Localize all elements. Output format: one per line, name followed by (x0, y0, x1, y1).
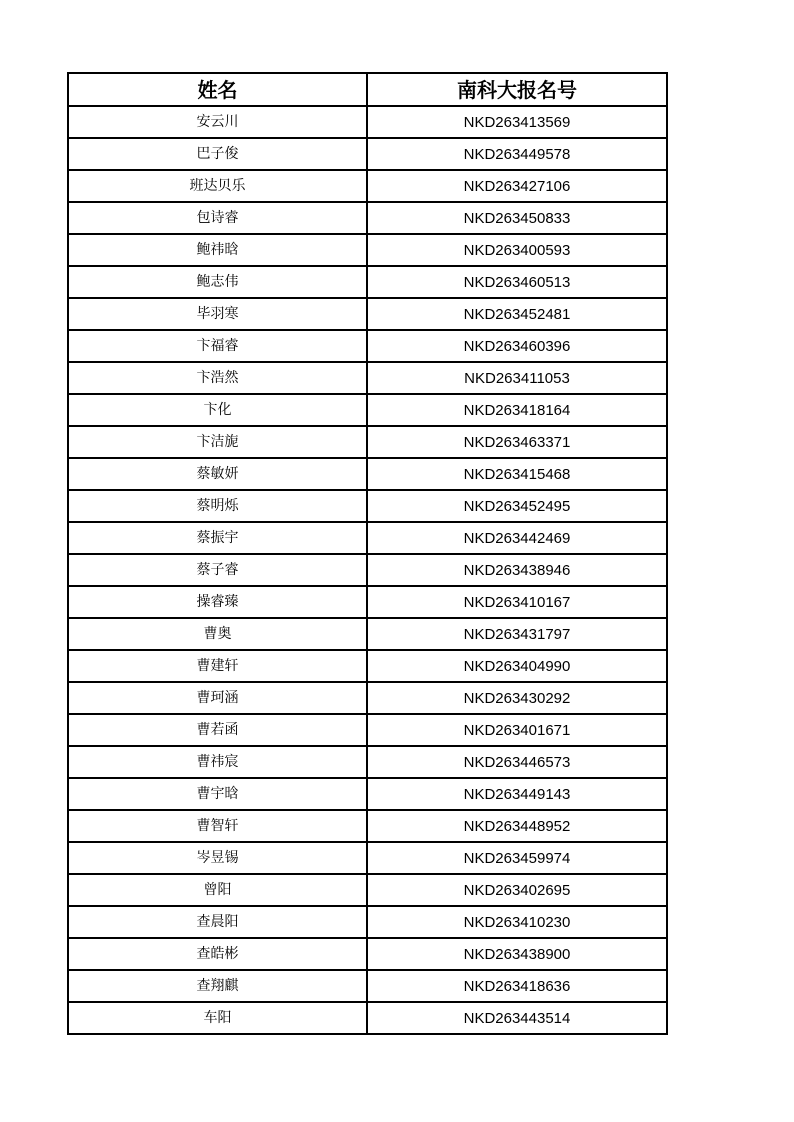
registration-id-cell: NKD263448952 (367, 810, 667, 842)
student-name-cell: 岑昱锡 (68, 842, 367, 874)
student-name-cell: 查翔麒 (68, 970, 367, 1002)
table-row (68, 138, 667, 170)
student-name-cell: 卞化 (68, 394, 367, 426)
table-row (68, 906, 667, 938)
table-row (68, 170, 667, 202)
table-row (68, 938, 667, 970)
student-name-cell: 曹智轩 (68, 810, 367, 842)
registration-id-cell: NKD263427106 (367, 170, 667, 202)
table-row (68, 970, 667, 1002)
table-row (68, 266, 667, 298)
student-name-cell: 卞浩然 (68, 362, 367, 394)
registration-id-cell: NKD263460396 (367, 330, 667, 362)
registration-id-cell: NKD263411053 (367, 362, 667, 394)
table-row (68, 714, 667, 746)
registration-id-cell: NKD263431797 (367, 618, 667, 650)
table-row (68, 394, 667, 426)
registration-id-cell: NKD263430292 (367, 682, 667, 714)
registration-id-cell: NKD263418636 (367, 970, 667, 1002)
table-row (68, 746, 667, 778)
student-name-cell: 巴子俊 (68, 138, 367, 170)
student-name-cell: 卞福睿 (68, 330, 367, 362)
student-name-cell: 鲍志伟 (68, 266, 367, 298)
student-name-cell: 蔡子睿 (68, 554, 367, 586)
table-row (68, 458, 667, 490)
table-row (68, 522, 667, 554)
registration-id-cell: NKD263449143 (367, 778, 667, 810)
table-row (68, 842, 667, 874)
registration-id-cell: NKD263463371 (367, 426, 667, 458)
student-name-cell: 车阳 (68, 1002, 367, 1034)
registration-id-cell: NKD263443514 (367, 1002, 667, 1034)
table-row (68, 778, 667, 810)
roster-body (68, 106, 667, 1034)
table-row (68, 202, 667, 234)
registration-id-cell: NKD263460513 (367, 266, 667, 298)
table-row (68, 106, 667, 138)
table-row (68, 554, 667, 586)
registration-id-cell: NKD263459974 (367, 842, 667, 874)
registration-id-cell: NKD263402695 (367, 874, 667, 906)
student-name-cell: 蔡振宇 (68, 522, 367, 554)
registration-id-cell: NKD263401671 (367, 714, 667, 746)
student-name-cell: 曹宇晗 (68, 778, 367, 810)
registration-id-cell: NKD263452495 (367, 490, 667, 522)
table-row (68, 1002, 667, 1034)
student-name-cell: 查皓彬 (68, 938, 367, 970)
student-name-cell: 查晨阳 (68, 906, 367, 938)
table-row (68, 586, 667, 618)
table-row (68, 682, 667, 714)
table-row (68, 330, 667, 362)
student-name-cell: 安云川 (68, 106, 367, 138)
student-name-cell: 毕羽寒 (68, 298, 367, 330)
table-row (68, 874, 667, 906)
table-row (68, 298, 667, 330)
document-page (67, 72, 666, 1035)
registration-id-cell: NKD263400593 (367, 234, 667, 266)
registration-id-cell: NKD263410230 (367, 906, 667, 938)
registration-id-cell: NKD263404990 (367, 650, 667, 682)
registration-id-cell: NKD263452481 (367, 298, 667, 330)
student-name-cell: 鲍祎晗 (68, 234, 367, 266)
table-row (68, 650, 667, 682)
student-name-cell: 蔡明烁 (68, 490, 367, 522)
registration-id-cell: NKD263413569 (367, 106, 667, 138)
registration-id-cell: NKD263438900 (367, 938, 667, 970)
student-name-cell: 曹祎宸 (68, 746, 367, 778)
header-row (68, 73, 667, 106)
table-row (68, 234, 667, 266)
student-name-cell: 蔡敏妍 (68, 458, 367, 490)
student-name-cell: 包诗睿 (68, 202, 367, 234)
registration-id-cell: NKD263410167 (367, 586, 667, 618)
registration-id-cell: NKD263449578 (367, 138, 667, 170)
table-row (68, 810, 667, 842)
header-name: 姓名 (68, 73, 367, 106)
roster-table (67, 72, 668, 1035)
student-name-cell: 曹若函 (68, 714, 367, 746)
header-registration-id: 南科大报名号 (367, 73, 667, 106)
table-row (68, 490, 667, 522)
student-name-cell: 曹珂涵 (68, 682, 367, 714)
registration-id-cell: NKD263446573 (367, 746, 667, 778)
registration-id-cell: NKD263415468 (367, 458, 667, 490)
student-name-cell: 操睿臻 (68, 586, 367, 618)
table-row (68, 426, 667, 458)
student-name-cell: 曾阳 (68, 874, 367, 906)
table-row (68, 362, 667, 394)
student-name-cell: 曹建轩 (68, 650, 367, 682)
registration-id-cell: NKD263450833 (367, 202, 667, 234)
table-row (68, 618, 667, 650)
student-name-cell: 卞洁旎 (68, 426, 367, 458)
student-name-cell: 班达贝乐 (68, 170, 367, 202)
registration-id-cell: NKD263418164 (367, 394, 667, 426)
registration-id-cell: NKD263438946 (367, 554, 667, 586)
student-name-cell: 曹奥 (68, 618, 367, 650)
registration-id-cell: NKD263442469 (367, 522, 667, 554)
